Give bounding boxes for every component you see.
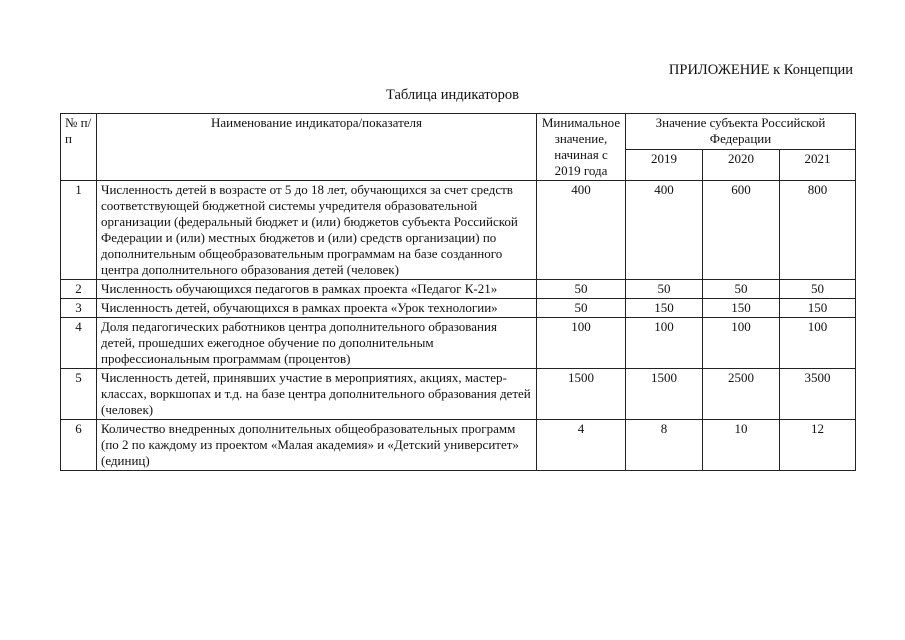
appendix-label: ПРИЛОЖЕНИЕ к Концепции bbox=[668, 62, 853, 78]
row-value-2020: 50 bbox=[703, 280, 780, 299]
row-value-2021: 800 bbox=[780, 181, 856, 280]
row-value-2020: 150 bbox=[703, 299, 780, 318]
header-minimum-value: Минимальное значение, начиная с 2019 года bbox=[537, 114, 626, 181]
row-value-2019: 50 bbox=[626, 280, 703, 299]
row-number: 4 bbox=[61, 318, 97, 369]
table-row bbox=[61, 420, 856, 471]
row-indicator-name: Доля педагогических работников центра дополнительного образования детей, прошедших ежегодное обучение по дополнительным профессиональным программам (процентов) bbox=[97, 318, 537, 369]
row-value-2021: 3500 bbox=[780, 369, 856, 420]
table-row bbox=[61, 181, 856, 280]
row-value-2019: 1500 bbox=[626, 369, 703, 420]
header-year-2021: 2021 bbox=[780, 149, 856, 180]
row-indicator-name: Численность детей, обучающихся в рамках проекта «Урок технологии» bbox=[97, 299, 537, 318]
header-year-2019: 2019 bbox=[626, 149, 703, 180]
row-value-2019: 8 bbox=[626, 420, 703, 471]
row-value-2019: 150 bbox=[626, 299, 703, 318]
indicators-table bbox=[60, 113, 856, 471]
header-year-2020: 2020 bbox=[703, 149, 780, 180]
row-indicator-name: Численность детей в возрасте от 5 до 18 лет, обучающихся за счет средств соответствующей бюджетной системы учредителя образовательной организации (федеральный бюджет и (или) бюджетов субъекта Российской Федерации и (или) местных бюджетов и (или) средств организации) по дополнительным общеобразовательным программам на базе созданного центра дополнительного образования детей (человек) bbox=[97, 181, 537, 280]
header-indicator-name: Наименование индикатора/показателя bbox=[97, 114, 537, 181]
table-row bbox=[61, 280, 856, 299]
row-indicator-name: Численность детей, принявших участие в мероприятиях, акциях, мастер-классах, воркшопах и т.д. на базе центра дополнительного образования детей (человек) bbox=[97, 369, 537, 420]
row-minimum-value: 50 bbox=[537, 299, 626, 318]
row-value-2021: 50 bbox=[780, 280, 856, 299]
row-number: 1 bbox=[61, 181, 97, 280]
header-number: № п/п bbox=[61, 114, 97, 181]
row-value-2019: 400 bbox=[626, 181, 703, 280]
table-row bbox=[61, 369, 856, 420]
row-value-2020: 600 bbox=[703, 181, 780, 280]
table-title: Таблица индикаторов bbox=[385, 87, 520, 103]
row-minimum-value: 50 bbox=[537, 280, 626, 299]
row-number: 2 bbox=[61, 280, 97, 299]
row-minimum-value: 4 bbox=[537, 420, 626, 471]
header-subject-value: Значение субъекта Российской Федерации bbox=[626, 114, 856, 150]
row-minimum-value: 400 bbox=[537, 181, 626, 280]
row-value-2020: 10 bbox=[703, 420, 780, 471]
row-number: 6 bbox=[61, 420, 97, 471]
row-value-2021: 150 bbox=[780, 299, 856, 318]
row-indicator-name: Количество внедренных дополнительных общеобразовательных программ (по 2 по каждому из проектом «Малая академия» и «Детский университет» (единиц) bbox=[97, 420, 537, 471]
row-number: 3 bbox=[61, 299, 97, 318]
row-value-2019: 100 bbox=[626, 318, 703, 369]
table-row bbox=[61, 299, 856, 318]
row-value-2020: 2500 bbox=[703, 369, 780, 420]
row-value-2021: 100 bbox=[780, 318, 856, 369]
table-row bbox=[61, 318, 856, 369]
row-value-2020: 100 bbox=[703, 318, 780, 369]
row-indicator-name: Численность обучающихся педагогов в рамках проекта «Педагог К-21» bbox=[97, 280, 537, 299]
row-number: 5 bbox=[61, 369, 97, 420]
row-minimum-value: 1500 bbox=[537, 369, 626, 420]
row-minimum-value: 100 bbox=[537, 318, 626, 369]
row-value-2021: 12 bbox=[780, 420, 856, 471]
